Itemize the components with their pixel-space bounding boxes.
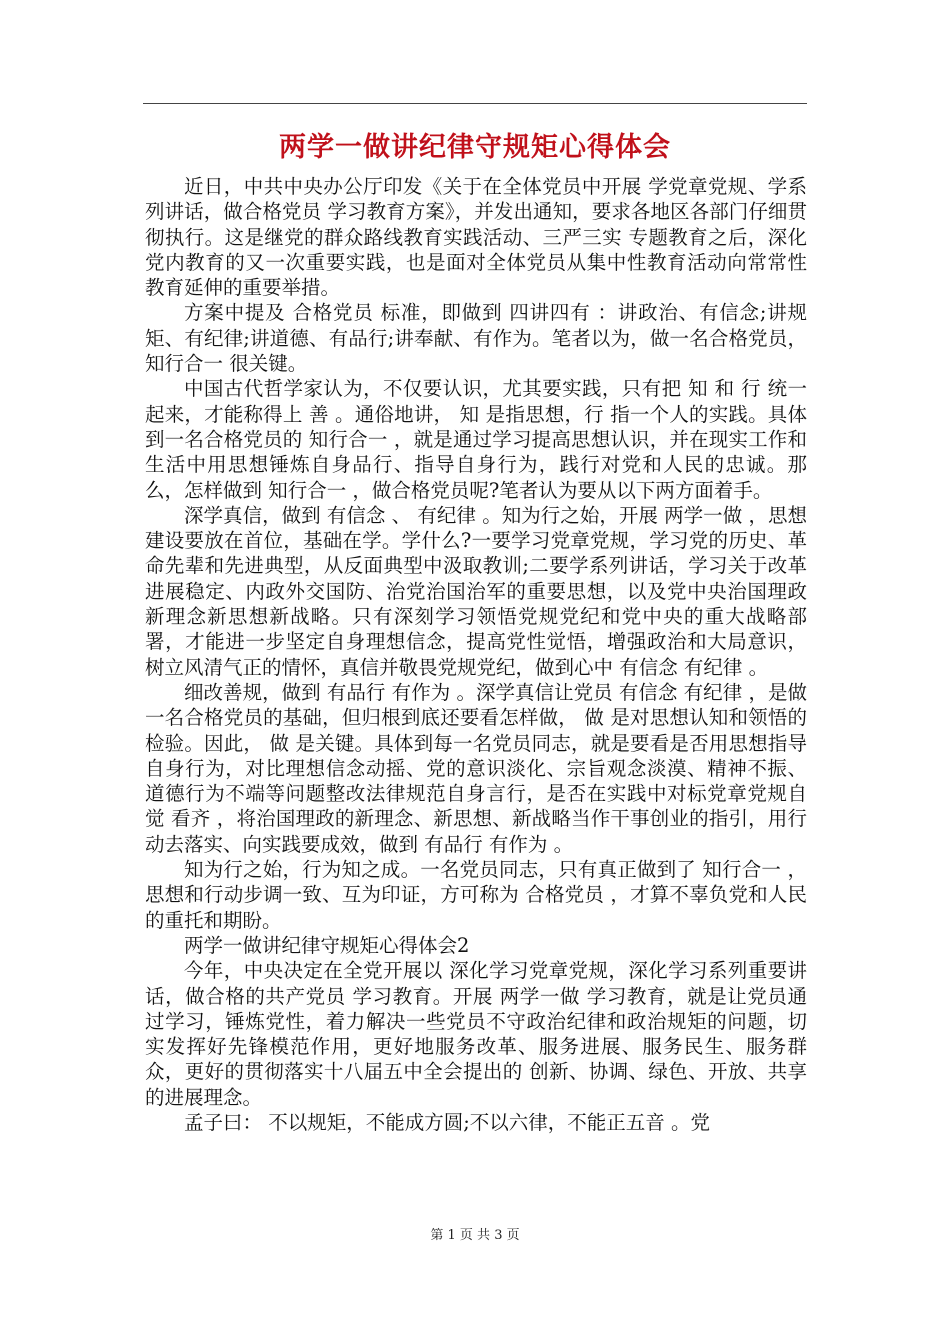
paragraph-2: 方案中提及 合格党员 标准，即做到 四讲四有 ：讲政治、有信念;讲规矩、有纪律;讲道德、有品行;讲奉献、有作为。笔者以为，做一名合格党员， 知行合一 很关键。 [145, 301, 807, 376]
page-number-footer: 第 1 页 共 3 页 [430, 1228, 520, 1243]
paragraph-5: 细改善规，做到 有品行 有作为 。深学真信让党员 有信念 有纪律 ，是做一名合格党员的基础，但归根到底还要看怎样做， 做 是对思想认知和领悟的检验。因此， 做 是关键。具体到每一名党员同志，就是要看是否用思想指导自身行为，对比理想信念动摇、党的意识淡化、宗旨观念淡漠、精神不振、道德行为不端等问题整改法律规范自身言行，是否在实践中对标党章党规自觉 看齐 ，将治国理政的新理念、新思想、新战略当作干事创业的指引，用行动去落实、向实践要成效，做到 有品行 有作为 。 [145, 680, 807, 856]
paragraph-6: 知为行之始，行为知之成。一名党员同志，只有真正做到了 知行合一 ，思想和行动步调一致、互为印证，方可称为 合格党员 ，才算不辜负党和人民的重托和期盼。 [145, 858, 807, 932]
header-rule [143, 103, 807, 104]
paragraph-7: 今年，中央决定在全党开展以 深化学习党章党规，深化学习系列重要讲话，做合格的共产党员 学习教育。开展 两学一做 学习教育，就是让党员通过学习，锤炼党性，着力解决一些党员不守政治纪律和政治规矩的问题，切实发挥好先锋模范作用，更好地服务改革、服务进展、服务民生、服务群众，更好的贯彻落实十八届五中全会提出的 创新、协调、绿色、开放、共享 的进展理念。 [145, 959, 807, 1109]
paragraph-1: 近日，中共中央办公厅印发《关于在全体党员中开展 学党章党规、学系列讲话，做合格党员 学习教育方案》，并发出通知，要求各地区各部门仔细贯彻执行。这是继党的群众路线教育实践活动、三严三实 专题教育之后，深化党内教育的又一次重要实践，也是面对全体党员从集中性教育活动向常常性教育延伸的重要举措。 [145, 175, 807, 300]
document-body [145, 174, 807, 1214]
section-2-heading: 两学一做讲纪律守规矩心得体会2 [184, 933, 470, 957]
document-title: 两学一做讲纪律守规矩心得体会 [279, 132, 671, 163]
paragraph-8: 孟子曰： 不以规矩，不能成方圆;不以六律，不能正五音 。党 [184, 1110, 710, 1134]
paragraph-4: 深学真信，做到 有信念 、 有纪律 。知为行之始，开展 两学一做 ，思想建设要放在首位，基础在学。学什么?一要学习党章党规，学习党的历史、革命先辈和先进典型，从反面典型中汲取教训;二要学系列讲话，学习关于改革进展稳定、内政外交国防、治党治国治军的重要思想，以及党中央治国理政新理念新思想新战略。只有深刻学习领悟党规党纪和党中央的重大战略部署，才能进一步坚定自身理想信念，提高党性觉悟，增强政治和大局意识，树立风清气正的情怀，真信并敬畏党规党纪，做到心中 有信念 有纪律 。 [145, 503, 807, 679]
paragraph-3: 中国古代哲学家认为，不仅要认识，尤其要实践，只有把 知 和 行 统一起来，才能称得上 善 。通俗地讲， 知 是指思想，行 指一个人的实践。具体到一名合格党员的 知行合一 ，就是通过学习提高思想认识，并在现实工作和生活中用思想锤炼自身品行、指导自身行为，践行对党和人民的忠诚。那么，怎样做到 知行合一 ，做合格党员呢?笔者认为要从以下两方面着手。 [145, 377, 807, 502]
